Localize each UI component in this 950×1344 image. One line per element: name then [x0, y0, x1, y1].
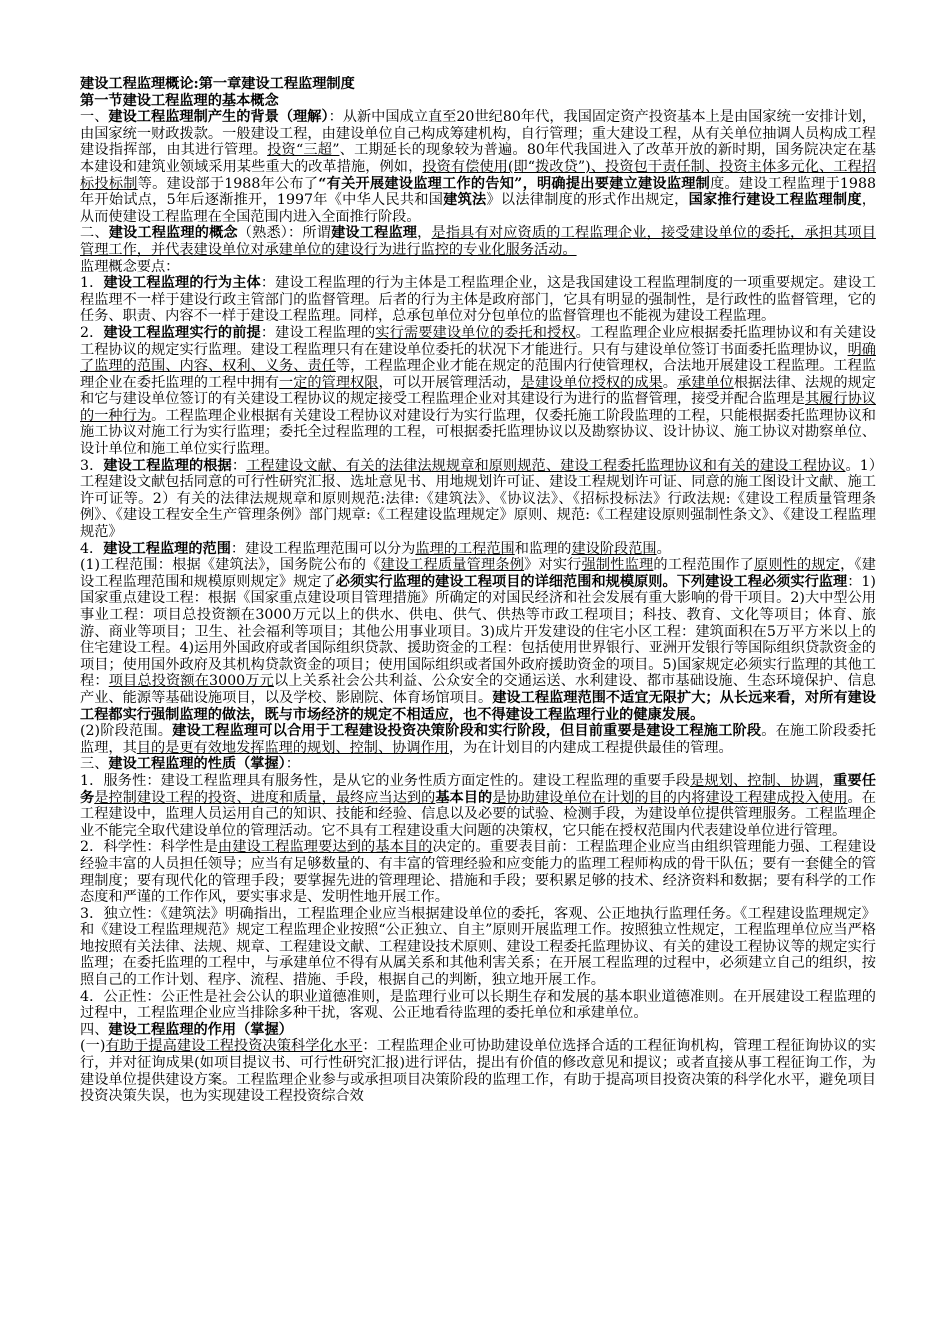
- underlined-text: 投资“三超”: [267, 142, 340, 159]
- underlined-text: 原则性的规定: [753, 557, 841, 574]
- underlined-text: 明确了监理的范围、内容、权利、义务、责任: [80, 341, 876, 375]
- underlined-text: 是规划、控制、协调: [690, 772, 819, 789]
- underlined-text: 一定的管理权限: [278, 374, 379, 391]
- paragraph-point-1: [80, 275, 876, 325]
- underlined-text: 建设阶段范围: [571, 540, 657, 557]
- bold-text: 建设工程监理: [331, 225, 418, 242]
- text: 3．: [80, 457, 104, 474]
- text: 1．服务性：建设工程监理具有服务性，是从它的业务性质方面定性的。建设工程监理的重要手段: [80, 772, 691, 789]
- text: 二、: [80, 225, 109, 242]
- text: ：从新中国成立直至20世纪80年代，我国固定资产投资基本上是由国家统一安排计划，由国家统一财政拨款。一般建设工程，由建设单位自己构成筹建机构，自行管理；重大建设工程，从有关单位抽调人员构成工程建设指挥部，由其进行管理。: [80, 109, 876, 159]
- bold-text: 必须实行监理的建设工程项目的详细范围和规模原则。下列建设工程必须实行监理: [335, 573, 848, 590]
- text: 、工期延长的现象较为普遍。80年代我国进入了改革开放的新时期，国务院决定在基本建设和建筑业领域采用某些重大的改革措施，例如，: [80, 142, 876, 175]
- document-title: 建设工程监理概论:第一章建设工程监理制度: [80, 76, 355, 92]
- text: 等。建设部于1988年公布了: [137, 175, 319, 192]
- text: 根据法律、法规的规定和它与建设单位签订的有关建设工程协议的规定接受工程监理企业对其建设行为进行的监督管理，接受并配合监理是: [80, 374, 876, 408]
- text: 。: [662, 374, 677, 391]
- underlined-text: 其履行协议的一种行为: [80, 391, 876, 424]
- paragraph-background: [80, 109, 876, 225]
- text: ：建设工程监理范围可以分为: [230, 540, 416, 557]
- text: 2．科学性：科学性是: [80, 839, 218, 856]
- bold-text: 基本目的: [435, 789, 493, 806]
- bold-text: 建设工程监理可以合用于工程建设投资决策阶段和实行阶段，但目前重要是建设工程施工阶段: [172, 723, 762, 740]
- text: ，《建设工程监理范围和规模原则规定》规定了: [80, 557, 876, 590]
- text: 以上关系社会公共利益、公众安全的交通运送、水利建设、都市基础设施、生态环境保护、信息产业、能源等基础设施项目，以及学校、影剧院、体育场馆项目。: [80, 673, 876, 706]
- underlined-text: 监理的工程范围: [415, 540, 515, 557]
- text: 决定的。重要表目前：工程监理企业应当由组织管理能力强、工程建设经验丰富的人员担任领导；应当有足够数量的、有丰富的管理经验和应变能力的监理工程师构成的骨干队伍；要有一套健全的管理制度；要有现代化的管理手段；要掌握先进的管理理论、措施和手段；要积累足够的技术、经济资料和数据；要有科学的工作态度和严谨的工作作风，要实事求是、发明性地开展工作。: [80, 839, 876, 906]
- text: ：建设工程监理的行为主体是工程监理企业，这是我国建设工程监理制度的一项重要规定。建设工程监理不一样于建设行政主管部门的监督管理。后者的行为主体是政府部门，它具有明显的强制性，是行政性的监督管理，它的任务、职责、内容不一样于建设工程监理。同样，总承包单位对分包单位的监督管理也不能视为建设工程监理。: [80, 275, 876, 325]
- text: (2)阶段范围。: [80, 723, 173, 740]
- key-points-label: 监理概念要点：: [80, 258, 180, 275]
- bold-text: 建设工程监理的行为主体: [103, 275, 261, 292]
- text: 四、: [80, 1021, 109, 1038]
- heading-concept: 建设工程监理的概念: [108, 225, 238, 242]
- text: ：工程监理企业可协助建设单位选择合适的工程征询机构，管理工程征询协议的实行，并对征询成果(如项目提议书、可行性研究汇报)进行评估，提出有价值的修改意见和提议；或者直接从事工程征询工作，为建设单位提供建设方案。工程监理企业参与或承担项目决策阶段的监理工作，有助于提高项目投资决策的科学化水平，避免项目投资决策失误，也为实现建设工程投资综合效: [80, 1038, 876, 1105]
- text: ：1)国家重点建设工程：根据《国家重点建设项目管理措施》所确定的对国民经济和社会发展有重大影响的骨干项目。2)大中型公用事业工程：项目总投资额在3000万元以上的供水、供电、供气、供热等市政工程项目；科技、教育、文化等项目；体育、旅游、商业等项目；卫生、社会福利等项目；其他公用事业项目。3)成片开发建设的住宅小区工程：建筑面积在5万平方米以上的住宅建设工程。4)运用外国政府或者国际组织贷款、援助资金的工程：包括使用世界银行、亚洲开发银行等国际组织贷款资金的项目；使用国外政府及其机构贷款资金的项目；使用国际组织或者国外政府援助资金的项目。5)国家规定必须实行监理的其他工程：: [80, 573, 876, 690]
- text: （熟悉）：所谓: [237, 225, 332, 242]
- paragraph-point-2: [80, 325, 876, 458]
- bold-text: 建设工程监理的性质（掌握）: [108, 756, 286, 773]
- underlined-text: 是控制建设工程的投资、进度和质量，最终应当达到的: [94, 789, 436, 806]
- text: 》对实行: [524, 557, 582, 574]
- underlined-text: 工程建设文献、有关的法律法规规章和原则规范、建设工程委托监理协议和有关的建设工程协议: [246, 457, 846, 474]
- text: 。工程监理企业应根据委托监理协议和有关建设工程协议的规定实行监理。建设工程监理只有在建设单位委托的状况下才能进行。只有与建设单位签订书面委托监理协议，: [80, 324, 876, 358]
- bold-text: 建设工程监理范围不适宜无限扩大；从长远来看，对所有建设工程都实行强制监理的做法，既与市场经济的规定不相适应，也不得建设工程监理行业的健康发展。: [80, 689, 876, 723]
- bold-text: 建设工程监理的根据: [103, 457, 232, 474]
- bold-text: 重要任务: [80, 772, 876, 806]
- bold-text: 建设工程监理实行的前提: [103, 324, 261, 341]
- paragraph-point-4: [80, 541, 876, 558]
- underlined-text: 建设工程质量管理条例: [380, 557, 525, 574]
- paragraph-science: [80, 839, 876, 905]
- text: 。: [656, 540, 671, 557]
- underlined-text: 承建单位: [676, 374, 734, 391]
- text: (1)工程范围：根据《建筑法》，国务院公布的《: [80, 557, 381, 574]
- underlined-text: 是指具有对应资质的工程监理企业，接受建设单位的委托，承担其项目管理工作，并代表建设单位对承建单位的建设行为进行监控的专业化服务活动。: [80, 225, 876, 258]
- bold-text: “有关开展建设监理工作的告知”，明确提出要建立建设监理制: [318, 175, 711, 192]
- text: 1．: [80, 275, 104, 292]
- text: 。1）工程建设文献包括同意的可行性研究汇报、选址意见书、用地规划许可证、建设工程规划许可证、同意的施工图设计文献、施工许可证等。2）有关的法律法规规章和原则规范:法律:《建筑法》、《协议法》、《招标投标法》行政法规:《建设工程质量管理条例》、《建设工程安全生产管理条例》部门规章:《工程建设监理规定》原则、规范:《工程建设原则强制性条文》、《建设工程监理规范》: [80, 457, 876, 541]
- text: (一): [80, 1038, 106, 1055]
- text: ，: [818, 772, 834, 789]
- text: 等，工程监理企业才能在规定的范围内行使管理权，合法地开展建设工程监理。工程监理企业在委托监理的工程中拥有: [80, 358, 876, 391]
- text: ，可以开展管理活动，: [378, 374, 521, 391]
- section-heading-nature: [80, 756, 876, 773]
- underlined-text: 项目总投资额在3000万元: [108, 673, 274, 690]
- paragraph-point-3: [80, 458, 876, 541]
- paragraph-independence: 3．独立性：《建筑法》明确指出，工程监理企业应当根据建设单位的委托，客观、公正地执行监理任务。《工程建设监理规定》和《建设工程监理规范》规定工程监理企业按照“公正独立、自主”原则开展监理工作。按照独立性规定，工程监理单位应当严格地按照有关法律、法规、规章、工程建设文献、工程建设技术原则、建设工程委托监理协议、有关的建设工程协议等的规定实行监理；在委托监理的工程中，与承建单位不得有从属关系和其他利害关系；在开展工程监理的过程中，必须建立自己的组织，按照自己的工作计划、程序、流程、措施、手段，根据自己的判断，独立地开展工作。: [80, 905, 876, 989]
- text: 。在施工阶段委托监理，其: [80, 723, 876, 756]
- heading-background: 建设工程监理制产生的背景（理解）: [108, 109, 329, 126]
- bold-text: 建设工程监理的作用（掌握）: [108, 1021, 293, 1038]
- text: 。工程监理企业根据有关建设工程协议对建设行为实行监理，仅委托施工阶段监理的工程，只能根据委托监理协议和施工协议对施工行为实行监理；委托全过程监理的工程，可根据委托监理协议以及勘察协议、设计协议、施工协议对勘察单位、设计单位和施工单位实行监理。: [80, 407, 876, 458]
- underlined-text: 投资有偿使用(即“拨改贷”)、投资包干责任制、投资主体多元化、工程招标投标制: [80, 158, 876, 192]
- text: 的工程范围作了: [653, 557, 754, 574]
- text: 4．: [80, 540, 104, 557]
- text: ，为在计划目的内建成工程提供最佳的管理。: [448, 739, 733, 756]
- paragraph-fairness: 4．公正性：公正性是社会公认的职业道德准则，是监理行业可以长期生存和发展的基本职业道德准则。在开展建设工程监理的过程中，工程监理企业应当排除多种干扰，客观、公正地看待监理的委托单位和承建单位。: [80, 988, 876, 1022]
- underlined-text: 强制性监理: [581, 557, 654, 574]
- bold-text: 建筑法: [443, 192, 487, 209]
- bold-text: 国家推行建设工程监理制度: [688, 192, 862, 209]
- text: 度。建设工程监理于1988年开始试点，5年后逐渐推开，1997年《中华人民共和国: [80, 175, 876, 209]
- paragraph-service: [80, 773, 876, 839]
- text: ：: [285, 756, 300, 773]
- text: ，从而使建设工程监理在全国范围内进入全面推行阶段。: [80, 192, 876, 225]
- paragraph-concept: [80, 225, 876, 258]
- paragraph-role-1: [80, 1038, 876, 1104]
- underlined-text: 有助于提高建设工程投资决策科学化水平: [105, 1038, 363, 1055]
- paragraph-scope-engineering: [80, 557, 876, 723]
- text: ：: [231, 457, 247, 474]
- text: ，: [417, 225, 432, 242]
- text: 和监理的: [514, 540, 572, 557]
- underlined-text: 由建设工程监理要达到的基本目的: [217, 839, 433, 856]
- document-page: [80, 76, 876, 1326]
- underlined-text: 目的是更有效地发挥监理的规划、控制、协调作用: [136, 739, 449, 756]
- paragraph-scope-stage: [80, 723, 876, 756]
- section-heading-1: 第一节建设工程监理的基本概念: [80, 92, 279, 109]
- text: ：建设工程监理的: [260, 324, 376, 341]
- underlined-text: 是协助建设单位在计划的目的内将建设工程建成投入使用: [492, 789, 848, 806]
- text: 一、: [80, 109, 109, 126]
- section-heading-role: [80, 1022, 876, 1039]
- underlined-text: 实行需要建设单位的委托和授权: [375, 324, 576, 341]
- text: 。在工程建设中，监理人员运用自己的知识、技能和经验、信息以及必要的试验、检测手段，为建设单位提供管理服务。工程监理企业不能完全取代建设单位的管理活动。它不具有工程建设重大问题的决策权，它只能在授权范围内代表建设单位进行管理。: [80, 789, 876, 839]
- text: 三、: [80, 756, 109, 773]
- bold-text: 建设工程监理的范围: [103, 540, 231, 557]
- underlined-text: 是建设单位授权的成果: [520, 374, 663, 391]
- text: 2．: [80, 324, 104, 341]
- text: 》以法律制度的形式作出规定，: [486, 192, 689, 209]
